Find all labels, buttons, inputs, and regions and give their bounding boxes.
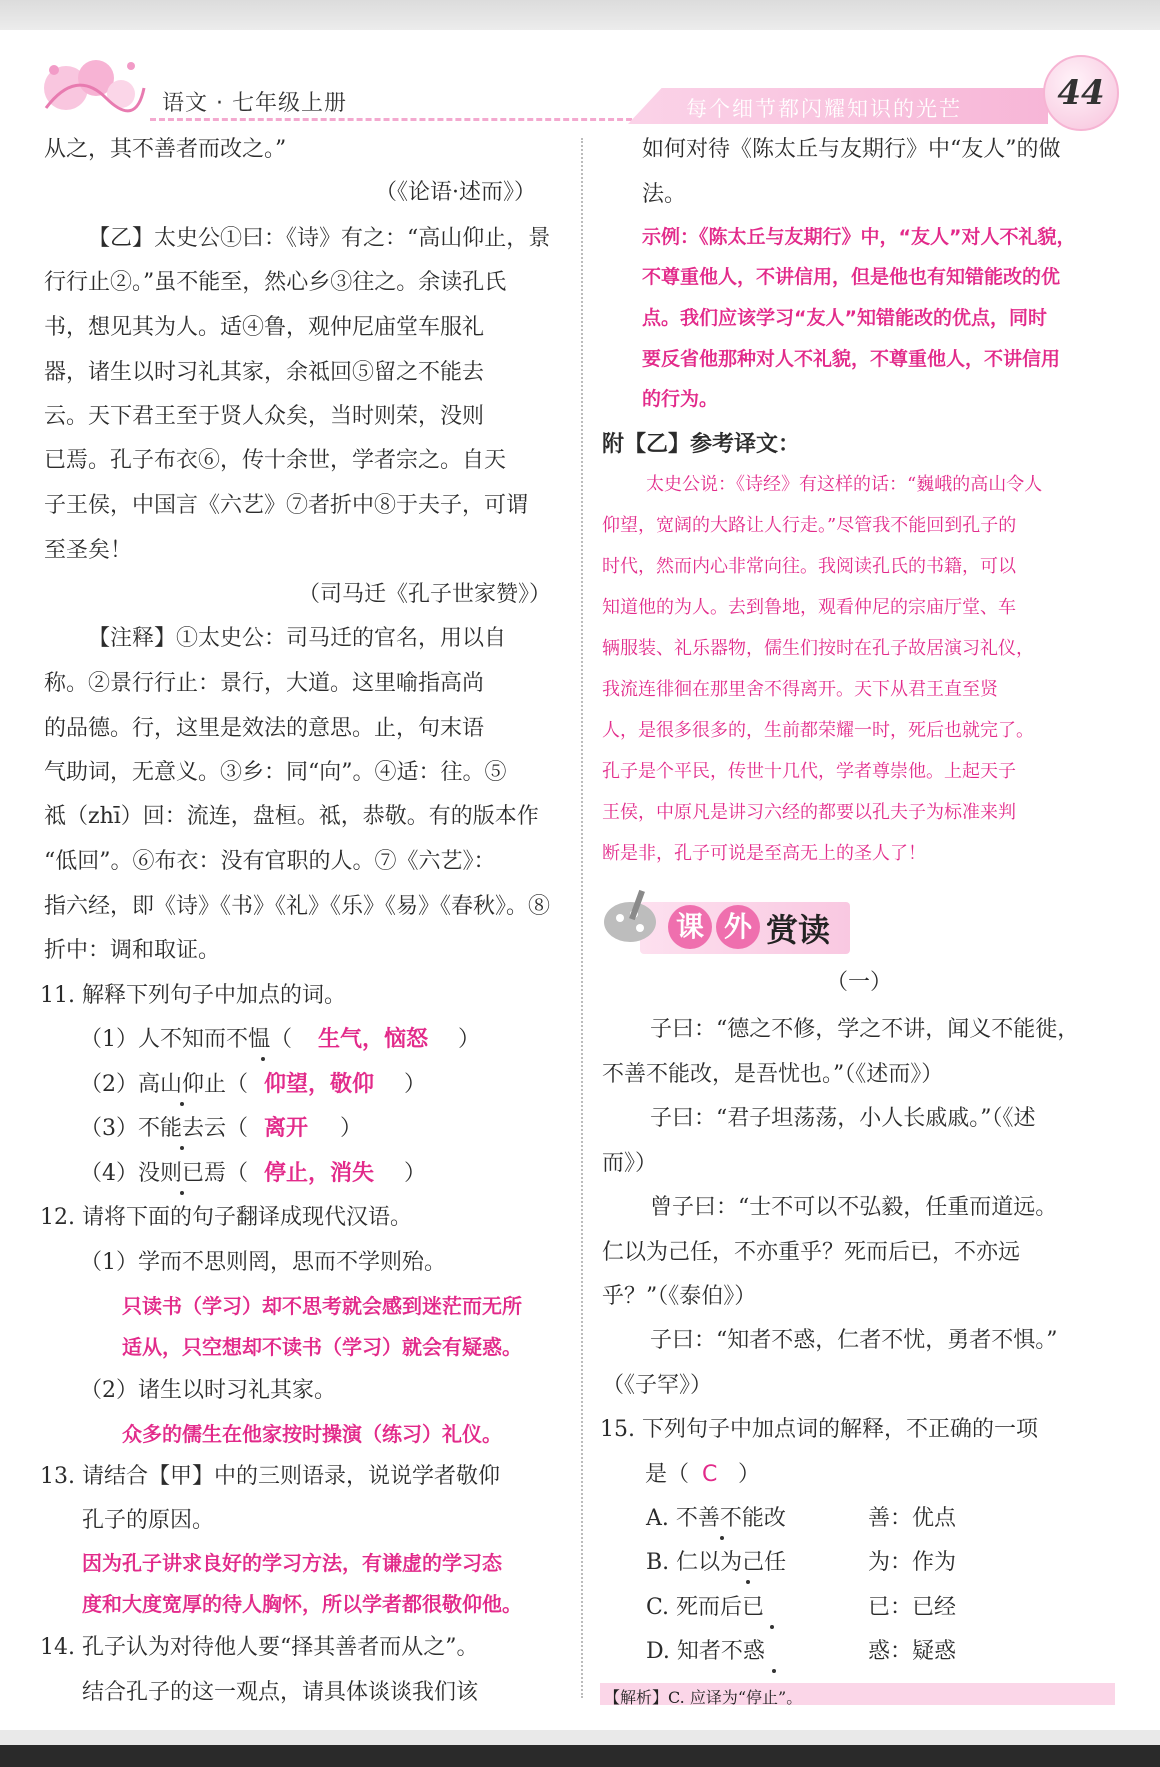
- passage-line: 曾子曰：“士不可以不弘毅，任重而道远。: [650, 1195, 1058, 1220]
- q14-answer: 不尊重他人，不讲信用，但是他也有知错能改的优: [642, 266, 1061, 288]
- translation-line: 太史公说：《诗经》有这样的话：“巍峨的高山令人: [646, 474, 1043, 495]
- column-divider: [581, 138, 583, 1698]
- option-b-explain: 为：作为: [868, 1550, 957, 1575]
- question-13-cont: 孔子的原因。: [82, 1508, 215, 1533]
- page-number: 44: [1043, 55, 1119, 131]
- citation: （司马迁《孔子世家赞》）: [298, 582, 552, 607]
- translation-line: 王侯，中原凡是讲习六经的都要以孔夫子为标准来判: [602, 802, 1016, 823]
- translation-line: 辆服装、礼乐器物，儒生们按时在孔子故居演习礼仪，: [602, 638, 1034, 659]
- translation-line: 断是非，孔子可说是至高无上的圣人了！: [602, 843, 926, 864]
- scan-bottom-edge: [0, 1745, 1160, 1767]
- emphasis-dot: [770, 1625, 774, 1629]
- section-char-1: 课: [668, 905, 712, 949]
- text-line: 从之，其不善者而改之。”: [44, 137, 287, 162]
- emphasis-dot: [720, 1536, 724, 1540]
- passage-line: 而》）: [602, 1151, 658, 1176]
- translation-line: 时代，然而内心非常向往。我阅读孔氏的书籍，可以: [602, 556, 1016, 577]
- q14-answer: 点。我们应该学习“友人”知错能改的优点，同时: [642, 307, 1047, 329]
- q13-answer: 因为孔子讲求良好的学习方法，有谦虚的学习态: [82, 1551, 502, 1575]
- question-14-cont: 结合孔子的这一观点，请具体谈谈我们该: [82, 1680, 479, 1705]
- note-line: 指六经，即《诗》《书》《礼》《乐》《易》《春秋》。⑧: [44, 894, 551, 919]
- text-line: 至圣矣！: [44, 538, 133, 563]
- passage-line: 乎？”（《泰伯》）: [602, 1284, 757, 1309]
- emphasis-dot: [746, 1580, 750, 1584]
- section-title: 赏读: [766, 911, 831, 949]
- option-c-explain: 已：已经: [868, 1595, 957, 1620]
- q11-answer-1: 生气，恼怒: [318, 1027, 429, 1052]
- paren: ）: [458, 1027, 481, 1052]
- reference-title: 附【乙】参考译文：: [602, 432, 801, 457]
- passage-line: 子曰：“知者不惑，仁者不忧，勇者不惧。”: [650, 1328, 1058, 1353]
- emphasis-dot: [180, 1191, 184, 1195]
- q14-answer: 要反省他那种对人不礼貌，不尊重他人，不讲信用: [642, 348, 1061, 370]
- option-a-explain: 善：优点: [868, 1506, 957, 1531]
- q12-answer-1: 只读书（学习）却不思考就会感到迷茫而无所: [122, 1294, 522, 1318]
- text-line: 行行止②。”虽不能至，然心乡③往之。余读孔氏: [44, 270, 507, 295]
- q11-answer-2: 仰望，敬仰: [264, 1072, 375, 1097]
- q14-text: 法。: [642, 182, 687, 207]
- flower-ornament-icon: [36, 48, 146, 124]
- text-line: 云。天下君王至于贤人众矣，当时则荣，没则: [44, 404, 485, 429]
- text-line: 器，诸生以时习礼其家，余祗回⑤留之不能去: [44, 360, 485, 385]
- emphasis-dot: [772, 1669, 776, 1673]
- note-line: 称。②景行行止：景行，大道。这里喻指高尚: [44, 671, 485, 696]
- option-d-explain: 惑：疑惑: [868, 1639, 957, 1664]
- translation-line: 人，是很多很多的，生前都荣耀一时，死后也就完了。: [602, 720, 1034, 741]
- passage-line: 子曰：“德之不修，学之不讲，闻义不能徙，: [650, 1017, 1080, 1042]
- option-a: A. 不善不能改: [646, 1506, 786, 1531]
- paren: ）: [340, 1116, 363, 1141]
- question-15-cont: 是（: [645, 1462, 690, 1487]
- translation-line: 知道他的为人。去到鲁地，观看仲尼的宗庙厅堂、车: [602, 597, 1016, 618]
- passage-line: 不善不能改，是吾忧也。”（《述而》）: [602, 1062, 944, 1087]
- emphasis-dot: [180, 1102, 184, 1106]
- passage-line: （《子罕》）: [602, 1373, 713, 1398]
- note-line: 的品德。行，这里是效法的意思。止，句末语: [44, 716, 485, 741]
- palette-icon: [600, 888, 660, 946]
- text-line: 已焉。孔子布衣⑥，传十余世，学者宗之。自天: [44, 448, 507, 473]
- question-14: 14. 孔子认为对待他人要“择其善者而从之”。: [40, 1635, 479, 1660]
- q12-answer-2: 众多的儒生在他家按时操演（练习）礼仪。: [122, 1422, 502, 1446]
- passage-line: 子曰：“君子坦荡荡，小人长戚戚。”（《述: [650, 1106, 1036, 1131]
- part-heading: （一）: [826, 970, 893, 995]
- q14-text: 如何对待《陈太丘与友期行》中“友人”的做: [642, 137, 1061, 162]
- paren: ）: [404, 1161, 427, 1186]
- q11-item-4: （4）没则已焉（: [80, 1161, 248, 1186]
- emphasis-dot: [180, 1146, 184, 1150]
- analysis-text: 【解析】C. 应译为“停止”。: [604, 1688, 803, 1707]
- paren: ）: [738, 1462, 761, 1487]
- book-title: 语文 · 七年级上册: [162, 91, 347, 116]
- text-line: 子王侯，中国言《六艺》⑦者折中⑧于夫子，可谓: [44, 493, 529, 518]
- q11-answer-4: 停止，消失: [264, 1161, 375, 1186]
- slogan-text: 每个细节都闪耀知识的光芒: [686, 97, 962, 121]
- analysis-box: [600, 1683, 1115, 1705]
- translation-line: 我流连徘徊在那里舍不得离开。天下从君王直至贤: [602, 679, 998, 700]
- note-line: 气助词，无意义。③乡：同“向”。④适：往。⑤: [44, 760, 507, 785]
- q14-answer: 的行为。: [642, 388, 719, 410]
- note-line: 折中：调和取证。: [44, 938, 221, 963]
- option-b: B. 仁以为己任: [646, 1550, 787, 1575]
- note-line: 【注释】①太史公：司马迁的官名，用以自: [88, 626, 507, 651]
- section-char-2: 外: [716, 905, 760, 949]
- text-line: 书，想见其为人。适④鲁，观仲尼庙堂车服礼: [44, 315, 485, 340]
- question-15: 15. 下列句子中加点词的解释，不正确的一项: [600, 1417, 1038, 1442]
- citation: （《论语·述而》）: [375, 180, 536, 205]
- q14-answer: 示例：《陈太丘与友期行》中，“友人”对人不礼貌，: [642, 226, 1076, 248]
- q12-item-2: （2）诸生以时习礼其家。: [80, 1378, 336, 1403]
- q11-answer-3: 离开: [264, 1116, 309, 1141]
- q11-item-1: （1）人不知而不愠（: [80, 1027, 292, 1052]
- question-12: 12. 请将下面的句子翻译成现代汉语。: [40, 1205, 412, 1230]
- question-13: 13. 请结合【甲】中的三则语录，说说学者敬仰: [40, 1464, 500, 1489]
- q11-item-2: （2）高山仰止（: [80, 1072, 248, 1097]
- q13-answer-cont: 度和大度宽厚的待人胸怀，所以学者都很敬仰他。: [82, 1592, 522, 1616]
- scan-top-edge: [0, 0, 1160, 30]
- q11-item-3: （3）不能去云（: [80, 1116, 248, 1141]
- text-line: 【乙】太史公①曰：《诗》有之：“高山仰止，景: [88, 226, 551, 251]
- option-d: D. 知者不惑: [646, 1639, 765, 1664]
- header-dashed-line: [150, 118, 650, 121]
- passage-line: 仁以为己任，不亦重乎？死而后已，不亦远: [602, 1240, 1021, 1265]
- q15-answer: C: [702, 1462, 718, 1487]
- paren: ）: [404, 1072, 427, 1097]
- question-11: 11. 解释下列句子中加点的词。: [40, 983, 346, 1008]
- translation-line: 仰望，宽阔的大路让人行走。”尽管我不能回到孔子的: [602, 515, 1017, 536]
- emphasis-dot: [261, 1057, 265, 1061]
- note-line: 祗（zhī）回：流连，盘桓。祗，恭敬。有的版本作: [44, 804, 539, 829]
- q12-item-1: （1）学而不思则罔，思而不学则殆。: [80, 1250, 446, 1275]
- translation-line: 孔子是个平民，传世十几代，学者尊崇他。上起天子: [602, 761, 1016, 782]
- option-c: C. 死而后已: [646, 1595, 765, 1620]
- q12-answer-1-cont: 适从，只空想却不读书（学习）就会有疑惑。: [122, 1335, 522, 1359]
- note-line: “低回”。⑥布衣：没有官职的人。⑦《六艺》：: [44, 849, 496, 874]
